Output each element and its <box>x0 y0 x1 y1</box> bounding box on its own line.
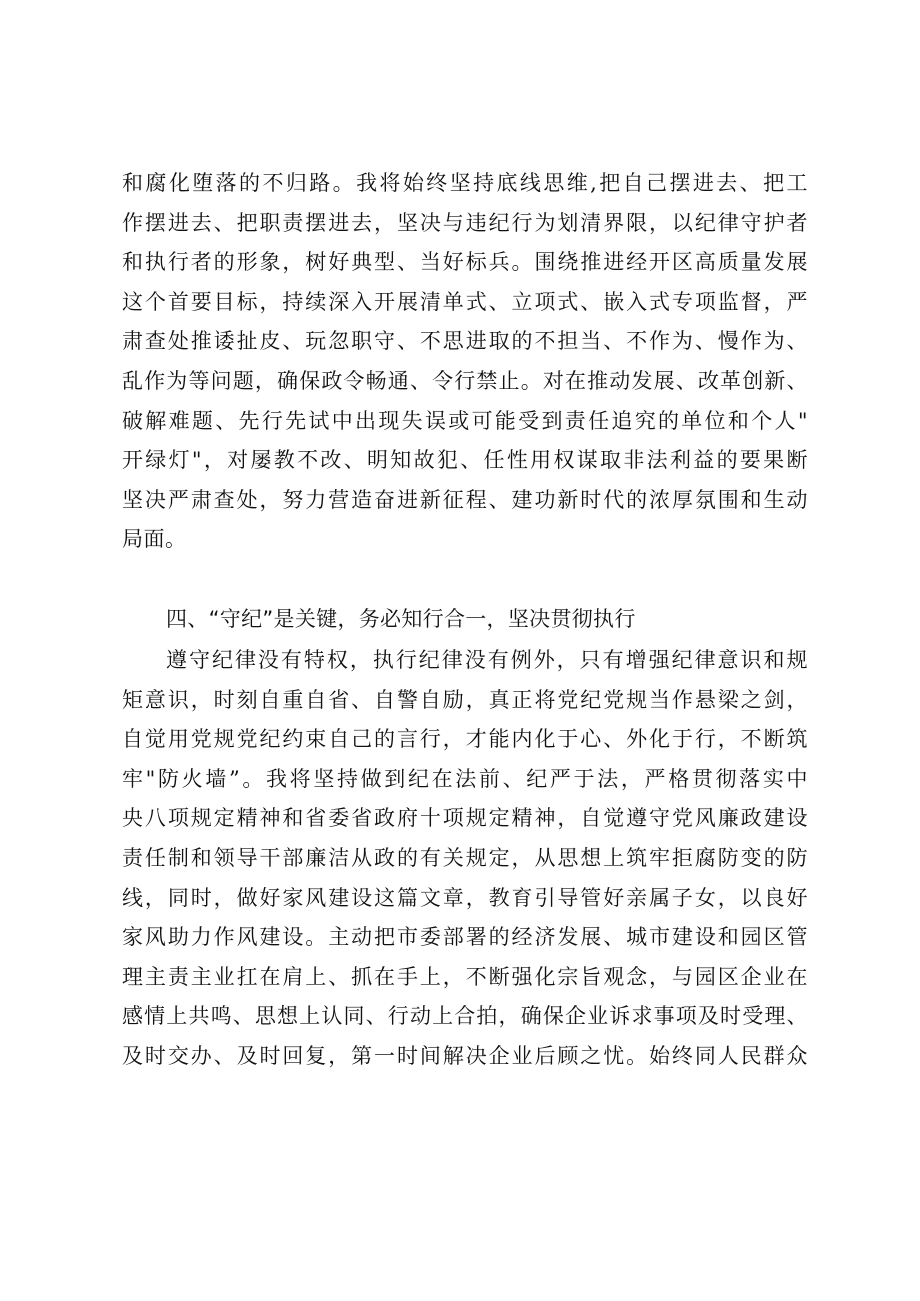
paragraph-line-indented: 遵守纪律没有特权，执行纪律没有例外，只有增强纪律意识和规 <box>166 648 808 672</box>
paragraph-line: 理主责主业扛在肩上、抓在手上，不断强化宗旨观念，与园区企业在 <box>122 964 808 989</box>
paragraph-line: 线，同时，做好家风建设这篇文章，教育引导管好亲属子女，以良好 <box>122 885 808 910</box>
paragraph-line: 坚决严肃查处，努力营造奋进新征程、建功新时代的浓厚氛围和生动 <box>122 487 808 512</box>
paragraph-line: 开绿灯"，对屡教不改、明知故犯、任性用权谋取非法利益的要果断 <box>122 448 808 473</box>
paragraph-line: 责任制和领导干部廉洁从政的有关规定，从思想上筑牢拒腐防变的防 <box>122 845 808 870</box>
section-heading: 四、“守纪”是关键，务必知行合一，坚决贯彻执行 <box>166 607 636 631</box>
paragraph-line: 自觉用党规党纪约束自己的言行，才能内化于心、外化于行，不断筑 <box>122 727 808 752</box>
paragraph-line: 和腐化堕落的不归路。我将始终坚持底线思维,把自己摆进去、把工 <box>122 171 808 195</box>
paragraph-line: 和执行者的形象，树好典型、当好标兵。围绕推进经开区高质量发展 <box>122 250 808 275</box>
paragraph-line: 肃查处推诿扯皮、玩忽职守、不思进取的不担当、不作为、慢作为、 <box>122 329 808 354</box>
paragraph-line: 感情上共鸣、思想上认同、行动上合拍，确保企业诉求事项及时受理、 <box>122 1004 808 1029</box>
paragraph-observe-discipline <box>122 641 808 1077</box>
paragraph-line: 牢"防火墙”。我将坚持做到纪在法前、纪严于法，严格贯彻落实中 <box>122 766 808 791</box>
paragraph-line: 局面。 <box>122 527 187 552</box>
paragraph-line: 及时交办、及时回复，第一时间解决企业后顾之忧。始终同人民群众 <box>122 1043 808 1068</box>
paragraph-line: 矩意识，时刻自重自省、自警自励，真正将党纪党规当作悬梁之剑， <box>122 687 808 712</box>
paragraph-line: 家风助力作风建设。主动把市委部署的经济发展、城市建设和园区管 <box>122 925 808 950</box>
paragraph-line: 这个首要目标，持续深入开展清单式、立项式、嵌入式专项监督，严 <box>122 289 808 314</box>
paragraph-line: 乱作为等问题，确保政令畅通、令行禁止。对在推动发展、改革创新、 <box>122 368 808 393</box>
paragraph-line: 破解难题、先行先试中出现失误或可能受到责任追究的单位和个人" <box>122 408 808 433</box>
paragraph-line: 作摆进去、把职责摆进去，坚决与违纪行为划清界限，以纪律守护者 <box>122 210 808 235</box>
paragraph-discipline-enforcement <box>122 164 808 560</box>
paragraph-line: 央八项规定精神和省委省政府十项规定精神，自觉遵守党风廉政建设 <box>122 806 808 831</box>
